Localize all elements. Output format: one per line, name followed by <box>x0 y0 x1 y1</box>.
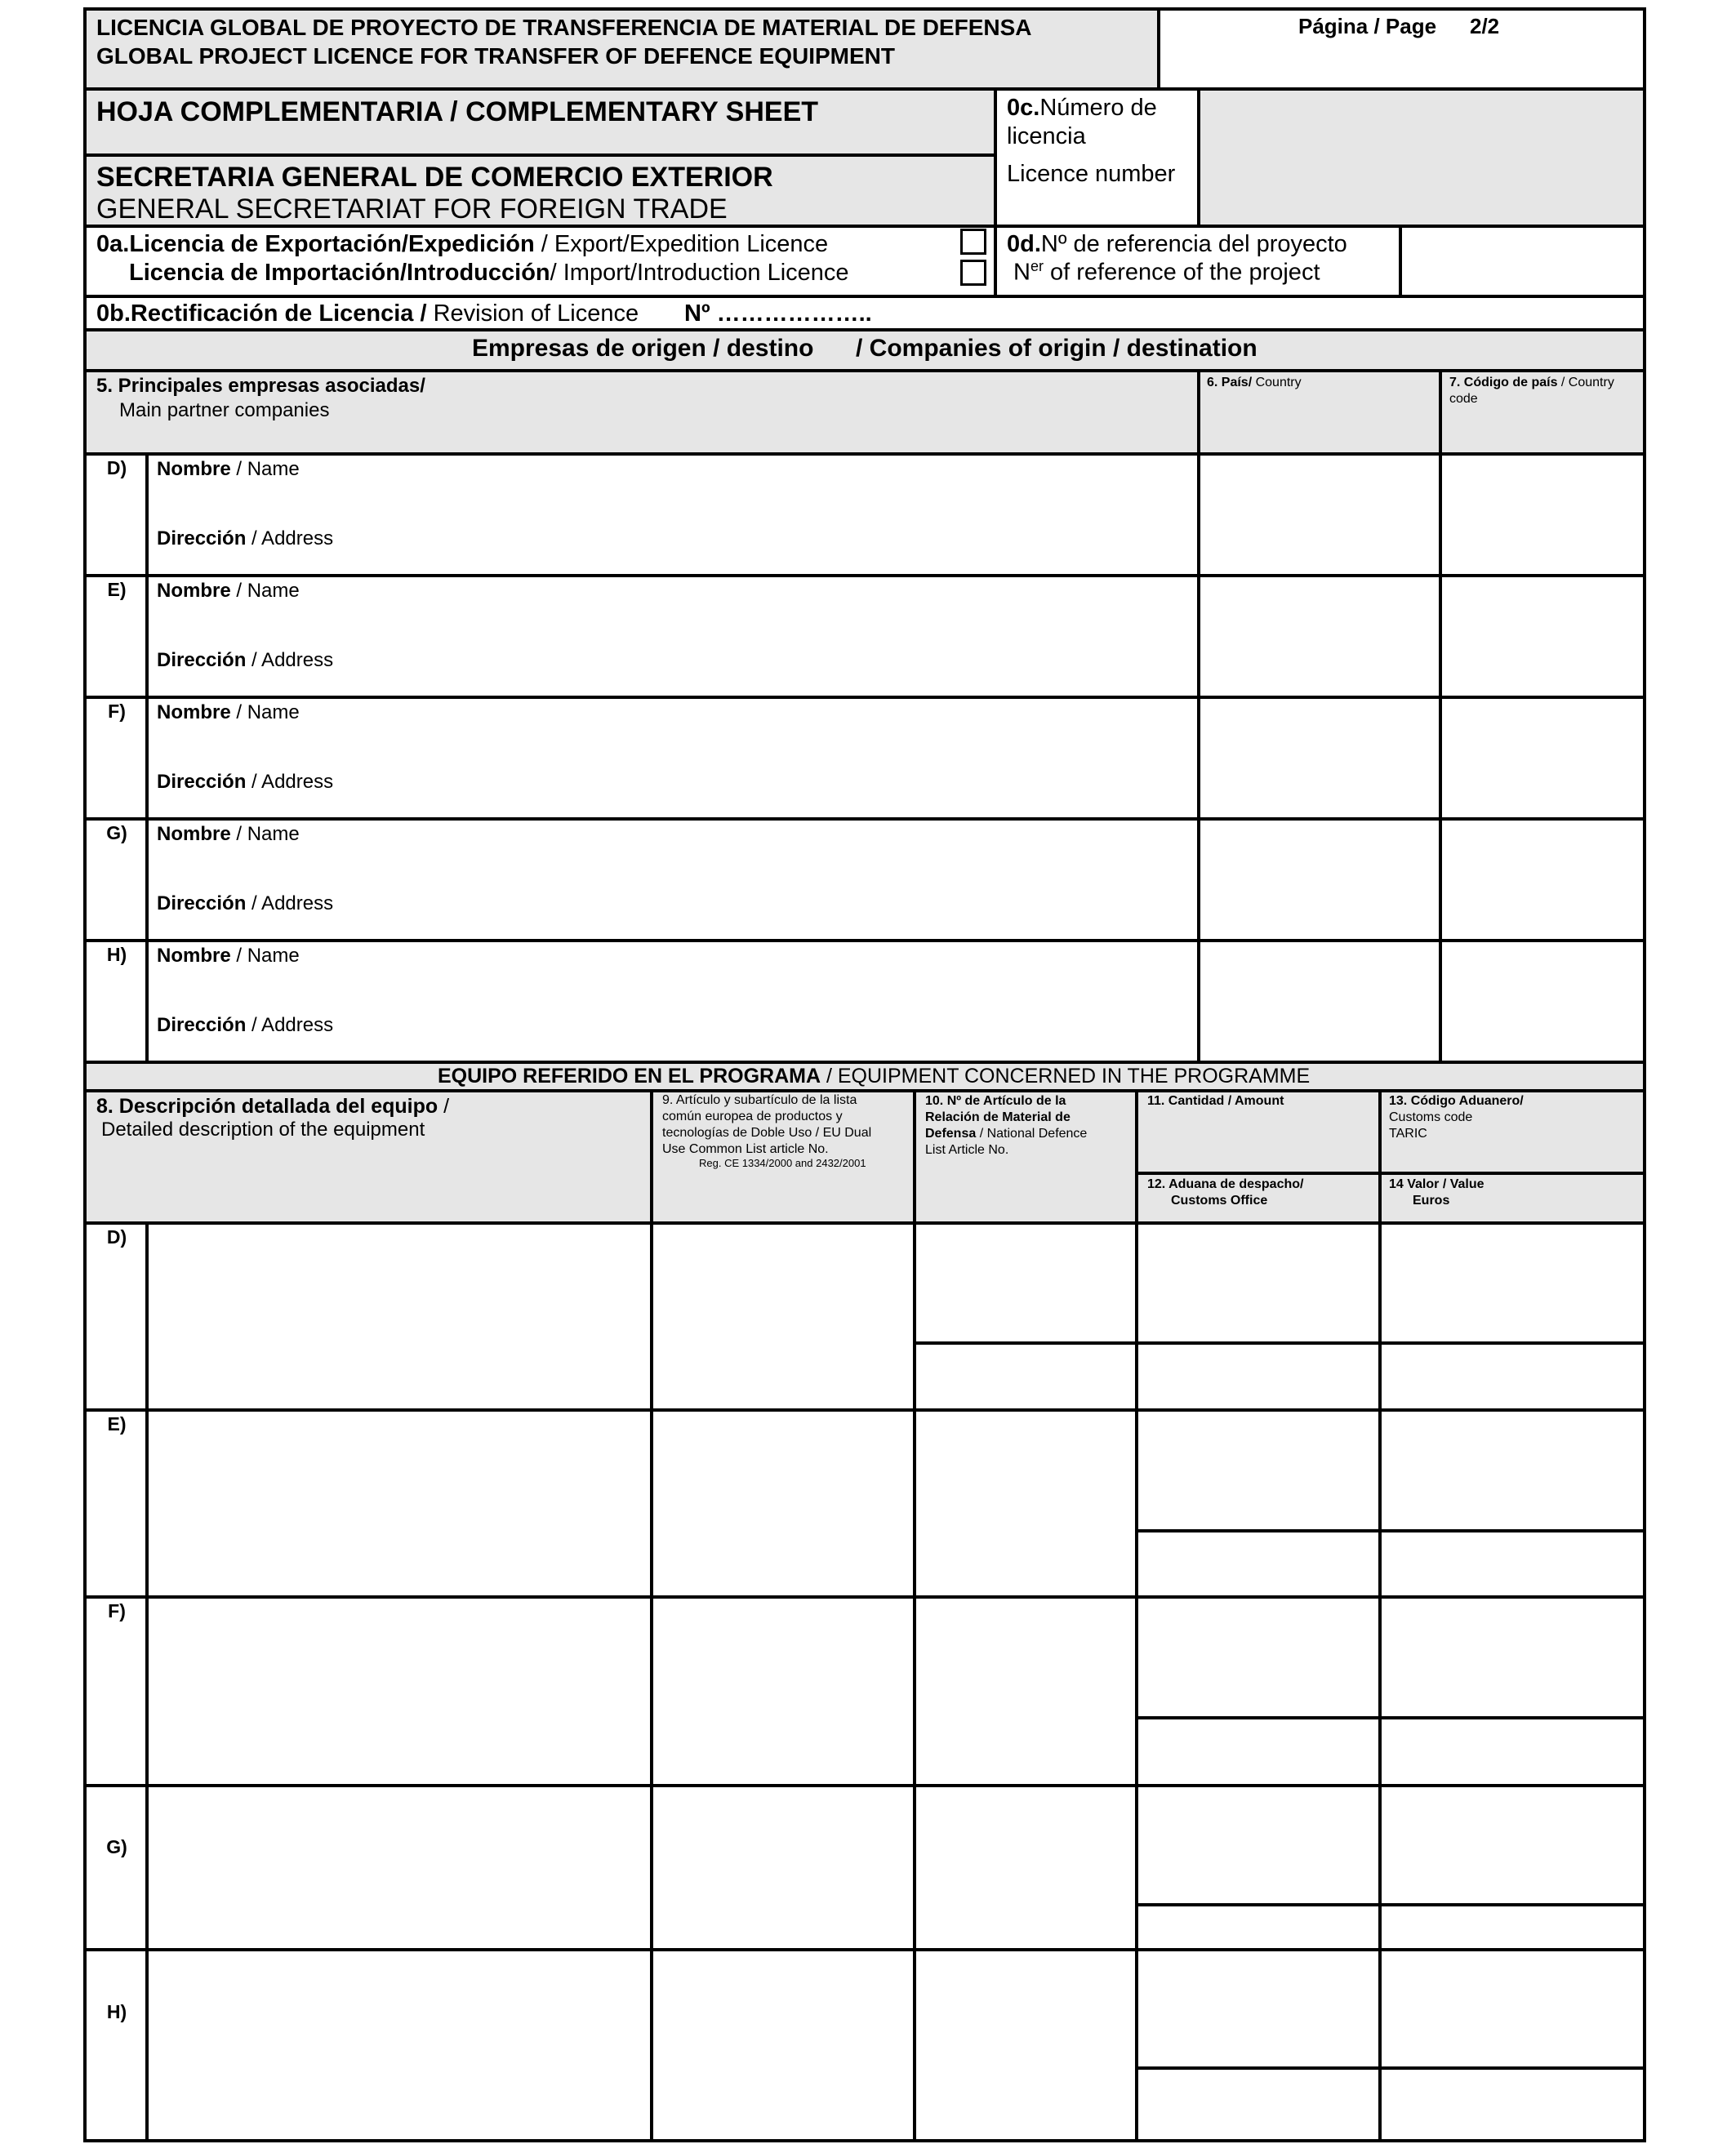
company-row-label: G) <box>106 822 127 843</box>
address-es: Dirección <box>157 771 247 793</box>
col8-header-en: Detailed description of the equipment <box>101 1119 425 1141</box>
company-name-label <box>157 822 300 847</box>
col9-header-l3: tecnologías de Doble Uso / EU Dual <box>662 1126 872 1140</box>
company-row-label: D) <box>106 457 127 478</box>
divider <box>83 1089 1646 1092</box>
field-0b-es: Rectificación de Licencia / <box>130 300 427 327</box>
col6-header <box>1207 375 1302 391</box>
name-es: Nombre <box>157 823 231 845</box>
border-bottom <box>83 2139 1646 2142</box>
col7-header-en2: code <box>1449 392 1478 406</box>
col7-header-en: / Country <box>1557 376 1614 389</box>
col5-header-es: 5. Principales empresas asociadas/ <box>96 375 425 397</box>
licence-number-en: Licence number <box>1007 161 1176 187</box>
address-en: / Address <box>246 1014 334 1036</box>
divider <box>83 817 1646 821</box>
divider <box>83 1221 1646 1225</box>
company-name-label <box>157 579 300 603</box>
address-en: / Address <box>246 892 334 914</box>
company-address-label <box>157 527 333 551</box>
licence-number-field[interactable] <box>1200 90 1645 225</box>
col13-header-l2: Customs code <box>1389 1110 1473 1124</box>
page-number: 2/2 <box>1470 14 1500 38</box>
page-label: Página / Page <box>1298 14 1437 38</box>
col8-header-es: 8. Descripción detallada del equipo <box>96 1095 438 1118</box>
col6-header-en: Country <box>1252 376 1302 389</box>
field-0d-es <box>1007 229 1347 259</box>
col8-header-sep: / <box>438 1095 450 1118</box>
col9-header-l5: Reg. CE 1334/2000 and 2432/2001 <box>699 1157 866 1169</box>
divider <box>83 1061 1646 1064</box>
address-es: Dirección <box>157 1014 247 1036</box>
col9-header-l4: Use Common List article No. <box>662 1142 829 1156</box>
company-row-label: E) <box>107 579 127 600</box>
field-0d-es-text: Nº de referencia del proyecto <box>1040 231 1347 257</box>
equipment-row-label: H) <box>106 2001 127 2022</box>
divider <box>1137 2066 1645 2070</box>
col10-header-l4: List Article No. <box>925 1143 1009 1157</box>
licence-number-num: 0c. <box>1007 95 1040 121</box>
divider <box>83 1408 1646 1412</box>
field-0a-import-en: / Import/Introduction Licence <box>550 260 849 286</box>
licence-number-es2: licencia <box>1007 123 1086 149</box>
divider <box>1378 1091 1382 2141</box>
col9-header-l1: 9. Artículo y subartículo de la lista <box>662 1093 857 1107</box>
address-es: Dirección <box>157 892 247 914</box>
field-0d-num: 0d. <box>1007 231 1041 257</box>
company-address-label <box>157 1013 333 1038</box>
divider <box>83 574 1646 577</box>
col9-header-l2: común europea de productos y <box>662 1110 843 1123</box>
col14-header-l1: 14 Valor / Value <box>1389 1177 1485 1191</box>
name-es: Nombre <box>157 701 231 723</box>
equipment-row-label: G) <box>106 1836 127 1857</box>
equipment-row-label: E) <box>107 1413 127 1435</box>
divider <box>994 89 997 297</box>
company-address-label <box>157 648 333 673</box>
address-en: / Address <box>246 771 334 793</box>
name-en: / Name <box>230 580 300 602</box>
col10-header-l1: 10. Nº de Artículo de la <box>925 1094 1066 1108</box>
header-title-en: GLOBAL PROJECT LICENCE FOR TRANSFER OF DEFENCE EQUIPMENT <box>96 43 895 69</box>
col7-header <box>1449 375 1614 391</box>
company-name-label <box>157 944 300 968</box>
secretariat-en: GENERAL SECRETARIAT FOR FOREIGN TRADE <box>96 194 728 225</box>
divider <box>83 1948 1646 1951</box>
divider <box>1137 1716 1645 1719</box>
divider <box>1197 89 1200 226</box>
divider <box>83 369 1646 372</box>
address-en: / Address <box>246 649 334 671</box>
licence-number-es: Número de <box>1039 95 1157 121</box>
col10-header-l3-text: / National Defence <box>976 1127 1088 1141</box>
divider <box>83 328 1646 331</box>
col10-header-l3b: Defensa <box>925 1127 977 1141</box>
divider <box>83 225 1646 228</box>
divider <box>83 939 1646 942</box>
divider <box>1399 226 1402 296</box>
company-address-label <box>157 892 333 916</box>
divider <box>1157 9 1160 88</box>
address-es: Dirección <box>157 649 247 671</box>
company-address-label <box>157 770 333 794</box>
divider <box>1137 1172 1645 1175</box>
divider <box>83 295 1646 298</box>
divider <box>1137 1529 1645 1532</box>
address-en: / Address <box>246 527 334 549</box>
name-en: / Name <box>230 458 300 480</box>
name-es: Nombre <box>157 580 231 602</box>
field-0d-en-sup: er <box>1030 258 1044 274</box>
address-es: Dirección <box>157 527 247 549</box>
col10-header-l2: Relación de Material de <box>925 1110 1071 1124</box>
field-0d-en-suffix: of reference of the project <box>1043 259 1320 286</box>
name-es: Nombre <box>157 458 231 480</box>
divider <box>83 153 995 157</box>
equipment-row-label: D) <box>106 1226 127 1248</box>
company-name-label <box>157 701 300 725</box>
companies-banner-es: Empresas de origen / destino <box>472 335 814 362</box>
col8-header <box>96 1094 449 1119</box>
divider <box>1197 370 1200 1063</box>
divider <box>1135 1091 1138 2141</box>
export-licence-checkbox[interactable] <box>960 229 986 255</box>
divider <box>650 1091 653 2141</box>
field-0d-en <box>1013 257 1320 287</box>
field-0d-en-prefix: N <box>1013 259 1030 286</box>
divider <box>83 1784 1646 1787</box>
field-0b-en: Revision of Licence <box>426 300 639 327</box>
import-licence-checkbox[interactable] <box>960 260 986 286</box>
col12-header-l2: Customs Office <box>1171 1194 1268 1208</box>
divider <box>915 1341 1646 1345</box>
divider <box>1439 370 1442 1063</box>
licence-number-label <box>1007 93 1157 122</box>
equipment-banner-en: / EQUIPMENT CONCERNED IN THE PROGRAMME <box>821 1065 1311 1088</box>
col7-header-es: 7. Código de país <box>1449 376 1558 389</box>
equipment-banner-es: EQUIPO REFERIDO EN EL PROGRAMA <box>438 1065 821 1088</box>
col12-header-l1: 12. Aduana de despacho/ <box>1147 1177 1304 1191</box>
companies-banner-en: / Companies of origin / destination <box>856 335 1257 362</box>
company-row-label: F) <box>108 701 126 722</box>
divider <box>83 87 1646 91</box>
company-row-label: H) <box>106 944 127 965</box>
col5-header-en: Main partner companies <box>119 399 330 421</box>
divider <box>145 1223 149 2141</box>
equipment-row-label: F) <box>108 1600 126 1621</box>
col6-header-es: 6. País/ <box>1207 376 1253 389</box>
revision-number-field[interactable]: Nº ……………….. <box>684 300 872 327</box>
secretariat-es: SECRETARIA GENERAL DE COMERCIO EXTERIOR <box>96 162 773 193</box>
divider <box>913 1091 916 2141</box>
name-en: / Name <box>230 701 300 723</box>
equipment-banner-text <box>438 1064 1310 1089</box>
divider <box>1137 1903 1645 1906</box>
border-top <box>83 7 1646 11</box>
col11-header: 11. Cantidad / Amount <box>1147 1094 1284 1108</box>
header-title-es: LICENCIA GLOBAL DE PROYECTO DE TRANSFERENCIA DE MATERIAL DE DEFENSA <box>96 15 1032 40</box>
field-0b <box>96 299 639 328</box>
divider <box>83 696 1646 699</box>
col14-header-l2: Euros <box>1413 1194 1450 1208</box>
name-en: / Name <box>230 823 300 845</box>
field-0a-export <box>96 229 828 259</box>
col13-header-es: 13. Código Aduanero/ <box>1389 1094 1524 1108</box>
divider <box>83 452 1646 456</box>
field-0a-import <box>129 258 849 287</box>
company-name-label <box>157 457 300 482</box>
field-0a-import-es: Licencia de Importación/Introducción <box>129 260 550 286</box>
col10-header-l3 <box>925 1126 1087 1142</box>
divider <box>145 454 149 1063</box>
field-0a-num: 0a. <box>96 231 130 257</box>
name-en: / Name <box>230 945 300 967</box>
field-0a-export-en: / Export/Expedition Licence <box>534 231 829 257</box>
col13-header-l3: TARIC <box>1389 1127 1427 1141</box>
field-0b-num: 0b. <box>96 300 131 327</box>
divider <box>83 1595 1646 1599</box>
sheet-title: HOJA COMPLEMENTARIA / COMPLEMENTARY SHEET <box>96 96 819 127</box>
project-reference-field[interactable] <box>1401 227 1645 294</box>
field-0a-export-es: Licencia de Exportación/Expedición <box>129 231 535 257</box>
name-es: Nombre <box>157 945 231 967</box>
